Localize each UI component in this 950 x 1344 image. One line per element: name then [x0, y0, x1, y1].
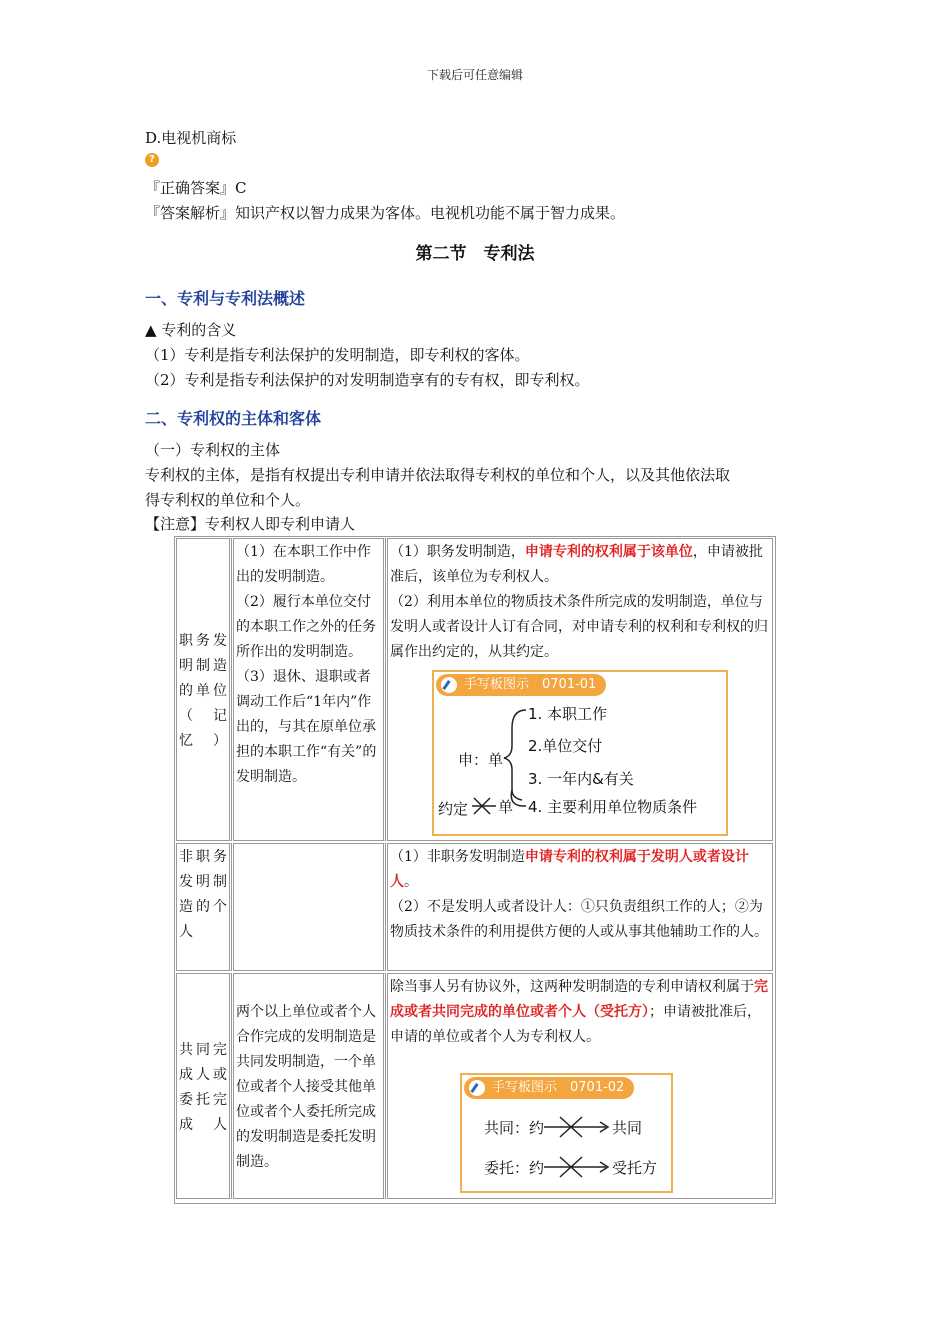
answer-analysis: 『答案解析』知识产权以智力成果为客体。电视机功能不属于智力成果。	[145, 204, 626, 222]
diagram-2-row2-left: 委托：约	[484, 1159, 545, 1177]
diagram-1-item-1: 1. 本职工作	[528, 705, 608, 723]
row1-cond-2: （2）履行本单位交付的本职工作之外的任务所作出的发明制造。	[236, 594, 376, 660]
diagram-1-left: 申：单	[458, 751, 504, 769]
meaning-item-2: （2）专利是指专利法保护的对发明制造享有的专有权，即专利权。	[145, 371, 590, 389]
section-title: 第二节 专利法	[415, 244, 535, 264]
diagram-2-row2-right: 受托方	[612, 1159, 658, 1177]
question-icon[interactable]: ?	[145, 153, 159, 167]
diagram-label-1: 手写板图示 0701-01	[436, 674, 606, 696]
meaning-title: ▲ 专利的含义	[145, 321, 237, 339]
row3-rule-1: 除当事人另有协议外，这两种发明制造的专利申请权利属于完成或者共同完成的单位或者个人（受托方）；申请被批准后，申请的单位或者个人为专利权人。	[390, 979, 768, 1045]
patent-subject-table	[174, 536, 776, 1204]
diagram-1-bottom-2: 单	[498, 798, 514, 816]
diagram-1-item-4: 4. 主要利用单位物质条件	[528, 798, 698, 816]
row1-category: 职务发明制造的单位（记忆）	[176, 538, 232, 841]
row2-category: 非职务发明制造的个人	[176, 843, 232, 971]
row2-conditions	[233, 843, 386, 971]
subheading-subject: （一）专利权的主体	[145, 441, 281, 459]
diagram-1-bottom: 约定	[438, 800, 469, 818]
row1-highlight: 申请专利的权利属于该单位	[524, 544, 693, 560]
diagram-0701-02	[460, 1073, 673, 1193]
heading-overview: 一、专利与专利法概述	[145, 289, 306, 308]
paragraph-line-1: 专利权的主体，是指有权提出专利申请并依法取得专利权的单位和个人，以及其他依法取	[145, 466, 731, 484]
row3-conditions: 两个以上单位或者个人合作完成的发明制造是共同发明制造，一个单位或者个人接受其他单位或者个人委托所完成的发明制造是委托发明制造。	[233, 973, 386, 1199]
note: 【注意】专利权人即专利申请人	[145, 515, 356, 533]
diagram-0701-01	[432, 670, 728, 836]
diagram-1-item-3: 3. 一年内&有关	[528, 770, 634, 788]
correct-answer: 『正确答案』C	[145, 179, 247, 197]
row2-highlight: 申请专利的权利属于发明人或者设计人	[390, 849, 749, 890]
row1-rule-1: （1）职务发明制造，申请专利的权利属于该单位，申请被批准后，该单位为专利权人。	[390, 544, 763, 585]
heading-subject-object: 二、专利权的主体和客体	[145, 409, 322, 428]
meaning-item-1: （1）专利是指专利法保护的发明制造，即专利权的客体。	[145, 346, 530, 364]
paragraph-line-2: 得专利权的单位和个人。	[145, 491, 311, 509]
diagram-2-row1-right: 共同	[612, 1119, 643, 1137]
row3-category: 共同完成人或委托完成人	[176, 973, 232, 1199]
diagram-label-2: 手写板图示 0701-02	[464, 1077, 634, 1099]
row1-conditions	[233, 538, 386, 841]
row1-rule-2: （2）利用本单位的物质技术条件所完成的发明制造，单位与发明人或者设计人订有合同，对申请专利的权利和专利权的归属作出约定的，从其约定。	[390, 594, 768, 660]
row3-highlight: 完成或者共同完成的单位或者个人（受托方）	[390, 979, 768, 1020]
diagram-2-row1-left: 共同：约	[484, 1119, 545, 1137]
option-d: D.电视机商标	[145, 129, 237, 147]
row2-rule-1: （1）非职务发明制造申请专利的权利属于发明人或者设计人。	[390, 849, 749, 890]
page-header: 下载后可任意编辑	[426, 68, 523, 82]
row2-rule	[387, 843, 773, 971]
diagram-1-item-2: 2.单位交付	[528, 737, 603, 755]
row2-rule-2: （2）不是发明人或者设计人：①只负责组织工作的人；②为物质技术条件的利用提供方便的人或从事其他辅助工作的人。	[390, 899, 768, 940]
row1-cond-3: （3）退休、退职或者调动工作后“1年内”作出的，与其在原单位承担的本职工作“有关”的发明制造。	[236, 669, 377, 785]
row1-cond-1: （1）在本职工作中作出的发明制造。	[236, 544, 371, 585]
